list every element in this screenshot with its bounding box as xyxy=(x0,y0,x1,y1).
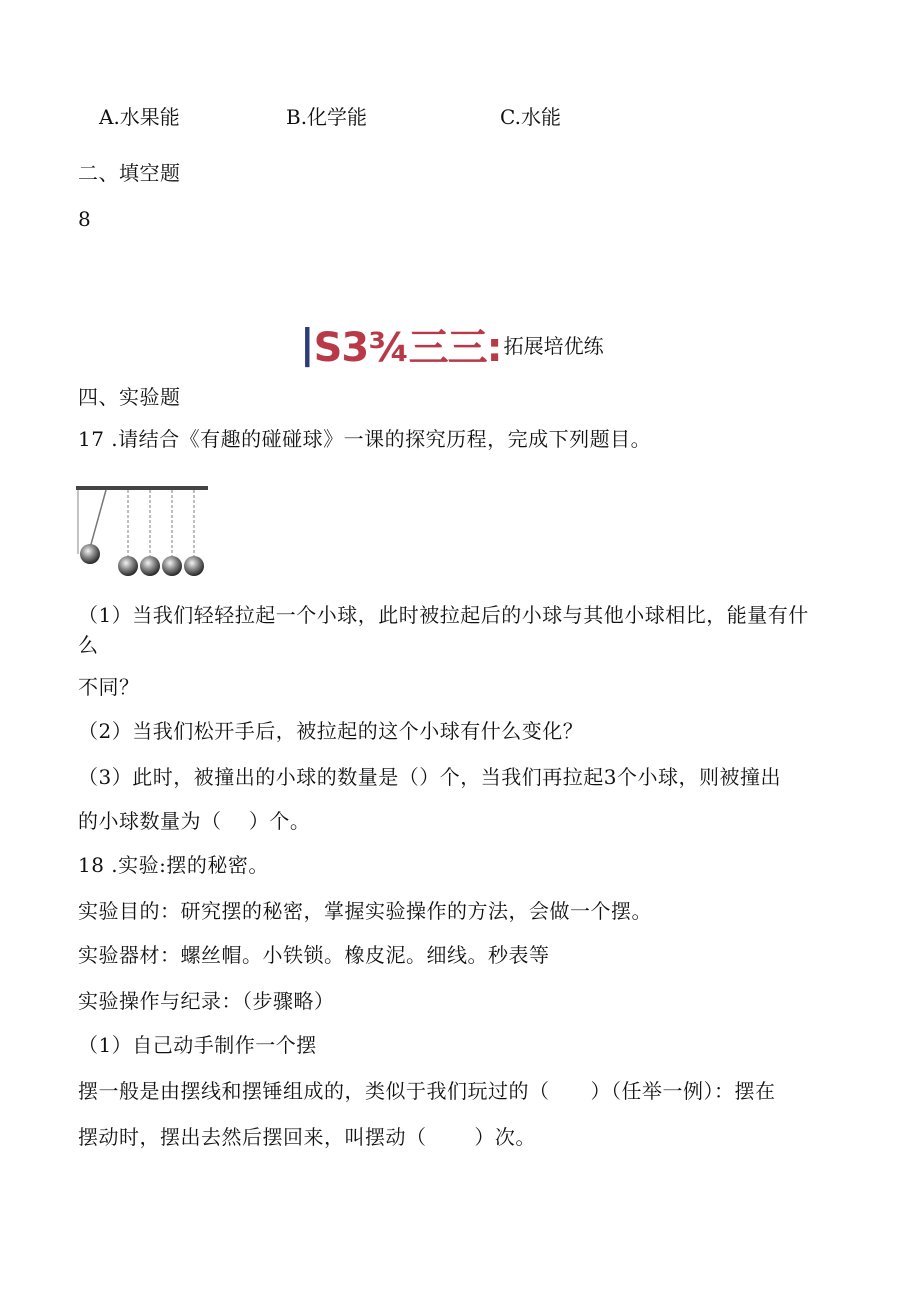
cradle-ball xyxy=(162,556,182,576)
cradle-ball xyxy=(80,544,100,564)
question-17-2: （2）当我们松开手后，被拉起的这个小球有什么变化？ xyxy=(78,719,584,743)
question-18-title: 18 .实验:摆的秘密。 xyxy=(78,853,269,877)
option-b: B.化学能 xyxy=(286,105,368,129)
question-number-8: 8 xyxy=(78,207,92,231)
experiment-purpose: 实验目的：研究摆的秘密，掌握实验操作的方法，会做一个摆。 xyxy=(78,899,652,923)
cradle-ball xyxy=(140,556,160,576)
pendulum-text-line2: 摆动时，摆出去然后摆回来，叫摆动（ ）次。 xyxy=(78,1125,536,1149)
pendulum-text-line1: 摆一般是由摆线和摆锤组成的，类似于我们玩过的（ ）（任举一例）：摆在 xyxy=(78,1079,776,1103)
section-title-fill-blank: 二、填空题 xyxy=(78,161,181,185)
option-a: A.水果能 xyxy=(99,105,180,129)
option-c: C.水能 xyxy=(500,105,561,129)
section-title-experiment: 四、实验题 xyxy=(78,385,181,409)
question-17-1-line2: 么 xyxy=(78,633,99,657)
section-banner xyxy=(300,316,604,373)
question-17-3-line1: （3）此时，被撞出的小球的数量是（）个，当我们再拉起3个小球，则被撞出 xyxy=(78,765,781,789)
question-17-title: 17 .请结合《有趣的碰碰球》一课的探究历程，完成下列题目。 xyxy=(78,427,652,451)
experiment-materials: 实验器材：螺丝帽。小铁锁。橡皮泥。细线。秒表等 xyxy=(78,943,550,967)
cradle-ball xyxy=(118,556,138,576)
question-17-3-line2: 的小球数量为（ ）个。 xyxy=(78,809,311,833)
question-17-1-line3: 不同？ xyxy=(78,675,140,699)
experiment-procedure: 实验操作与纪录：（步骤略） xyxy=(78,989,335,1013)
banner-logo-text: S3¾三三: xyxy=(313,325,502,371)
experiment-step-1: （1）自己动手制作一个摆 xyxy=(78,1033,317,1057)
question-17-1-line1: （1）当我们轻轻拉起一个小球，此时被拉起后的小球与其他小球相比，能量有什 xyxy=(78,603,809,627)
newtons-cradle-image xyxy=(76,484,212,580)
banner-bar: | xyxy=(300,321,314,368)
cradle-ball xyxy=(184,556,204,576)
banner-subtitle: 拓展培优练 xyxy=(503,334,604,358)
